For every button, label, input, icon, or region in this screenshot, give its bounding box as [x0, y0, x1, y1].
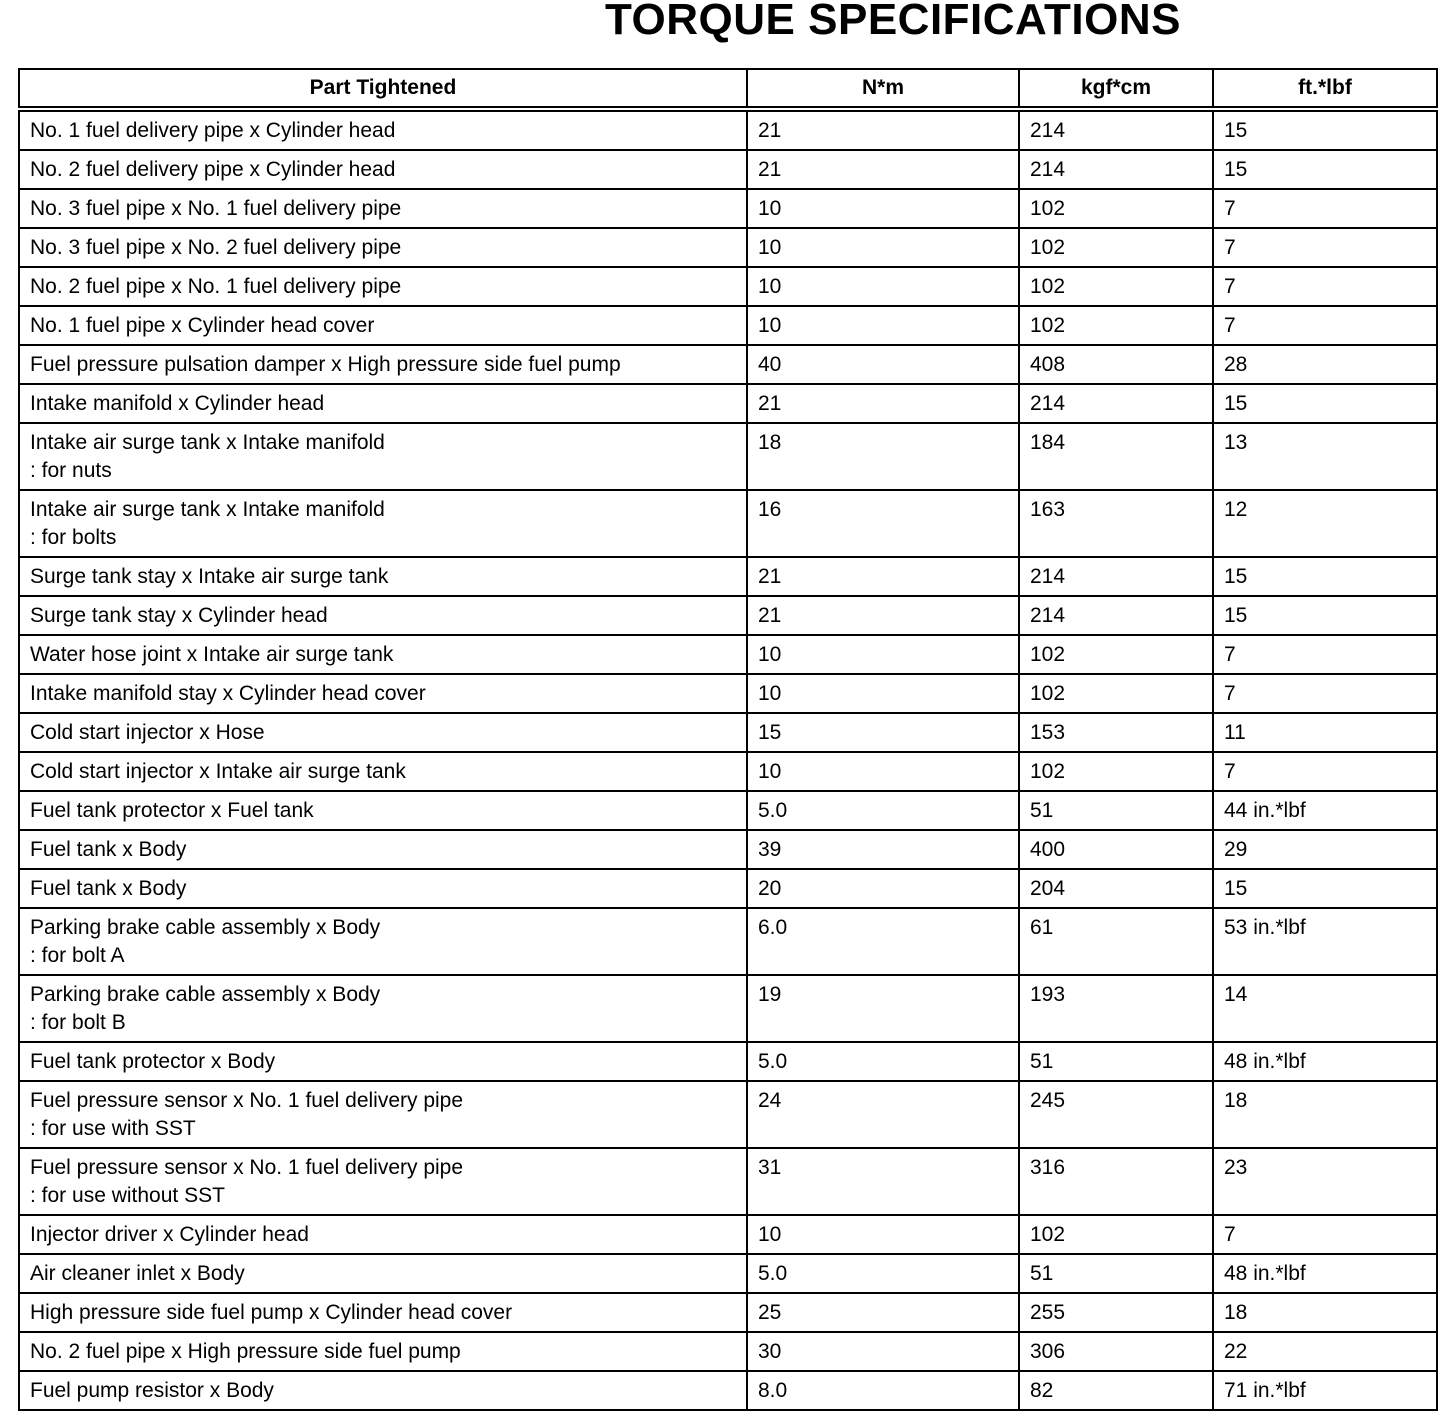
part-name: Parking brake cable assembly x Body: [30, 916, 381, 939]
part-cell: [19, 189, 747, 228]
ft-value: 29: [1213, 830, 1437, 869]
ft-value: 18: [1213, 1081, 1437, 1148]
table-row: [19, 384, 1437, 423]
nm-value: 21: [747, 384, 1019, 423]
table-row: [19, 596, 1437, 635]
part-name: Fuel pressure sensor x No. 1 fuel delivery pipe: [30, 1156, 464, 1179]
kgf-value: 214: [1019, 384, 1213, 423]
part-cell: [19, 109, 747, 150]
part-cell: [19, 557, 747, 596]
nm-value: 19: [747, 975, 1019, 1042]
nm-value: 6.0: [747, 908, 1019, 975]
kgf-value: 51: [1019, 791, 1213, 830]
part-note: : for use with SST: [30, 1117, 196, 1140]
nm-value: 5.0: [747, 1254, 1019, 1293]
table-row: [19, 306, 1437, 345]
table-row: [19, 557, 1437, 596]
part-note: : for use without SST: [30, 1184, 225, 1207]
part-name: Cold start injector x Intake air surge tank: [30, 760, 406, 783]
ft-value: 15: [1213, 384, 1437, 423]
nm-value: 5.0: [747, 1042, 1019, 1081]
part-cell: [19, 1293, 747, 1332]
nm-value: 10: [747, 1215, 1019, 1254]
nm-value: 39: [747, 830, 1019, 869]
table-row: [19, 713, 1437, 752]
table-row: [19, 490, 1437, 557]
table-row: [19, 674, 1437, 713]
part-name: Fuel pressure pulsation damper x High pressure side fuel pump: [30, 353, 621, 376]
part-cell: [19, 306, 747, 345]
part-name: Intake manifold stay x Cylinder head cover: [30, 682, 426, 705]
table-row: [19, 791, 1437, 830]
nm-value: 15: [747, 713, 1019, 752]
table-row: [19, 1254, 1437, 1293]
part-cell: [19, 713, 747, 752]
ft-value: 48 in.*lbf: [1213, 1254, 1437, 1293]
column-header-part: Part Tightened: [19, 69, 747, 109]
ft-value: 22: [1213, 1332, 1437, 1371]
ft-value: 15: [1213, 150, 1437, 189]
kgf-value: 204: [1019, 869, 1213, 908]
nm-value: 21: [747, 596, 1019, 635]
table-row: [19, 228, 1437, 267]
nm-value: 8.0: [747, 1371, 1019, 1410]
part-note: : for bolts: [30, 526, 117, 549]
table-row: [19, 109, 1437, 150]
part-name: Injector driver x Cylinder head: [30, 1223, 309, 1246]
kgf-value: 102: [1019, 267, 1213, 306]
part-name: Surge tank stay x Cylinder head: [30, 604, 328, 627]
nm-value: 31: [747, 1148, 1019, 1215]
nm-value: 10: [747, 267, 1019, 306]
part-cell: [19, 1148, 747, 1215]
part-name: Fuel pressure sensor x No. 1 fuel delivery pipe: [30, 1089, 464, 1112]
part-name: Intake air surge tank x Intake manifold: [30, 431, 385, 454]
part-name: Water hose joint x Intake air surge tank: [30, 643, 394, 666]
part-name: Intake manifold x Cylinder head: [30, 392, 325, 415]
part-cell: [19, 1254, 747, 1293]
table-row: [19, 267, 1437, 306]
ft-value: 44 in.*lbf: [1213, 791, 1437, 830]
part-cell: [19, 908, 747, 975]
ft-value: 11: [1213, 713, 1437, 752]
kgf-value: 400: [1019, 830, 1213, 869]
part-cell: [19, 1215, 747, 1254]
kgf-value: 102: [1019, 752, 1213, 791]
table-row: [19, 150, 1437, 189]
nm-value: 10: [747, 228, 1019, 267]
kgf-value: 102: [1019, 189, 1213, 228]
nm-value: 10: [747, 189, 1019, 228]
ft-value: 7: [1213, 1215, 1437, 1254]
part-name: No. 3 fuel pipe x No. 1 fuel delivery pipe: [30, 197, 402, 220]
kgf-value: 51: [1019, 1042, 1213, 1081]
column-header-kgf: kgf*cm: [1019, 69, 1213, 109]
kgf-value: 316: [1019, 1148, 1213, 1215]
nm-value: 10: [747, 306, 1019, 345]
part-note: : for bolt B: [30, 1011, 126, 1034]
table-body: [19, 109, 1437, 1410]
nm-value: 16: [747, 490, 1019, 557]
nm-value: 20: [747, 869, 1019, 908]
table-row: [19, 830, 1437, 869]
part-cell: [19, 228, 747, 267]
part-cell: [19, 150, 747, 189]
table-row: [19, 1081, 1437, 1148]
part-cell: [19, 752, 747, 791]
kgf-value: 61: [1019, 908, 1213, 975]
table-row: [19, 1293, 1437, 1332]
ft-value: 15: [1213, 557, 1437, 596]
table-row: [19, 1148, 1437, 1215]
kgf-value: 214: [1019, 109, 1213, 150]
kgf-value: 408: [1019, 345, 1213, 384]
kgf-value: 51: [1019, 1254, 1213, 1293]
part-note: : for nuts: [30, 459, 112, 482]
page-title: TORQUE SPECIFICATIONS: [604, 0, 1182, 44]
part-name: No. 2 fuel delivery pipe x Cylinder head: [30, 158, 396, 181]
ft-value: 28: [1213, 345, 1437, 384]
torque-spec-table: [18, 68, 1438, 1411]
table-row: [19, 1332, 1437, 1371]
ft-value: 18: [1213, 1293, 1437, 1332]
part-cell: [19, 869, 747, 908]
table-row: [19, 345, 1437, 384]
nm-value: 21: [747, 557, 1019, 596]
kgf-value: 102: [1019, 635, 1213, 674]
column-header-nm: N*m: [747, 69, 1019, 109]
kgf-value: 102: [1019, 306, 1213, 345]
table-row: [19, 752, 1437, 791]
part-cell: [19, 490, 747, 557]
part-cell: [19, 635, 747, 674]
ft-value: 14: [1213, 975, 1437, 1042]
table-row: [19, 189, 1437, 228]
kgf-value: 184: [1019, 423, 1213, 490]
part-cell: [19, 384, 747, 423]
ft-value: 7: [1213, 674, 1437, 713]
ft-value: 7: [1213, 752, 1437, 791]
nm-value: 10: [747, 635, 1019, 674]
kgf-value: 306: [1019, 1332, 1213, 1371]
kgf-value: 193: [1019, 975, 1213, 1042]
kgf-value: 214: [1019, 150, 1213, 189]
nm-value: 10: [747, 752, 1019, 791]
kgf-value: 82: [1019, 1371, 1213, 1410]
ft-value: 12: [1213, 490, 1437, 557]
ft-value: 7: [1213, 267, 1437, 306]
part-cell: [19, 596, 747, 635]
table-row: [19, 869, 1437, 908]
part-name: Air cleaner inlet x Body: [30, 1262, 245, 1285]
part-cell: [19, 674, 747, 713]
nm-value: 21: [747, 109, 1019, 150]
ft-value: 48 in.*lbf: [1213, 1042, 1437, 1081]
ft-value: 53 in.*lbf: [1213, 908, 1437, 975]
nm-value: 25: [747, 1293, 1019, 1332]
ft-value: 7: [1213, 306, 1437, 345]
part-cell: [19, 345, 747, 384]
part-name: Parking brake cable assembly x Body: [30, 983, 381, 1006]
part-cell: [19, 975, 747, 1042]
ft-value: 15: [1213, 869, 1437, 908]
ft-value: 7: [1213, 228, 1437, 267]
part-cell: [19, 423, 747, 490]
part-name: Cold start injector x Hose: [30, 721, 265, 744]
part-name: Fuel tank x Body: [30, 838, 187, 861]
part-cell: [19, 830, 747, 869]
part-name: Fuel tank protector x Fuel tank: [30, 799, 314, 822]
part-cell: [19, 1042, 747, 1081]
part-cell: [19, 1371, 747, 1410]
nm-value: 5.0: [747, 791, 1019, 830]
part-note: : for bolt A: [30, 944, 125, 967]
nm-value: 30: [747, 1332, 1019, 1371]
ft-value: 71 in.*lbf: [1213, 1371, 1437, 1410]
table-row: [19, 975, 1437, 1042]
table-row: [19, 635, 1437, 674]
column-header-ft: ft.*lbf: [1213, 69, 1437, 109]
part-name: No. 2 fuel pipe x High pressure side fuel pump: [30, 1340, 461, 1363]
ft-value: 15: [1213, 596, 1437, 635]
kgf-value: 153: [1019, 713, 1213, 752]
part-name: No. 1 fuel pipe x Cylinder head cover: [30, 314, 375, 337]
kgf-value: 102: [1019, 674, 1213, 713]
nm-value: 24: [747, 1081, 1019, 1148]
ft-value: 15: [1213, 109, 1437, 150]
nm-value: 10: [747, 674, 1019, 713]
table-row: [19, 1042, 1437, 1081]
ft-value: 7: [1213, 635, 1437, 674]
part-name: Fuel tank x Body: [30, 877, 187, 900]
kgf-value: 102: [1019, 228, 1213, 267]
part-name: Surge tank stay x Intake air surge tank: [30, 565, 389, 588]
table-row: [19, 1371, 1437, 1410]
kgf-value: 102: [1019, 1215, 1213, 1254]
part-name: No. 1 fuel delivery pipe x Cylinder head: [30, 119, 396, 142]
kgf-value: 163: [1019, 490, 1213, 557]
part-name: Fuel tank protector x Body: [30, 1050, 276, 1073]
part-cell: [19, 1332, 747, 1371]
part-cell: [19, 267, 747, 306]
table-header-row: [19, 69, 1437, 109]
ft-value: 23: [1213, 1148, 1437, 1215]
kgf-value: 214: [1019, 557, 1213, 596]
table-row: [19, 1215, 1437, 1254]
kgf-value: 245: [1019, 1081, 1213, 1148]
part-name: No. 3 fuel pipe x No. 2 fuel delivery pipe: [30, 236, 402, 259]
part-name: High pressure side fuel pump x Cylinder head cover: [30, 1301, 513, 1324]
kgf-value: 214: [1019, 596, 1213, 635]
kgf-value: 255: [1019, 1293, 1213, 1332]
part-name: Intake air surge tank x Intake manifold: [30, 498, 385, 521]
nm-value: 21: [747, 150, 1019, 189]
part-cell: [19, 791, 747, 830]
ft-value: 7: [1213, 189, 1437, 228]
table-row: [19, 908, 1437, 975]
part-name: No. 2 fuel pipe x No. 1 fuel delivery pipe: [30, 275, 402, 298]
ft-value: 13: [1213, 423, 1437, 490]
nm-value: 18: [747, 423, 1019, 490]
nm-value: 40: [747, 345, 1019, 384]
part-cell: [19, 1081, 747, 1148]
table-row: [19, 423, 1437, 490]
part-name: Fuel pump resistor x Body: [30, 1379, 274, 1402]
